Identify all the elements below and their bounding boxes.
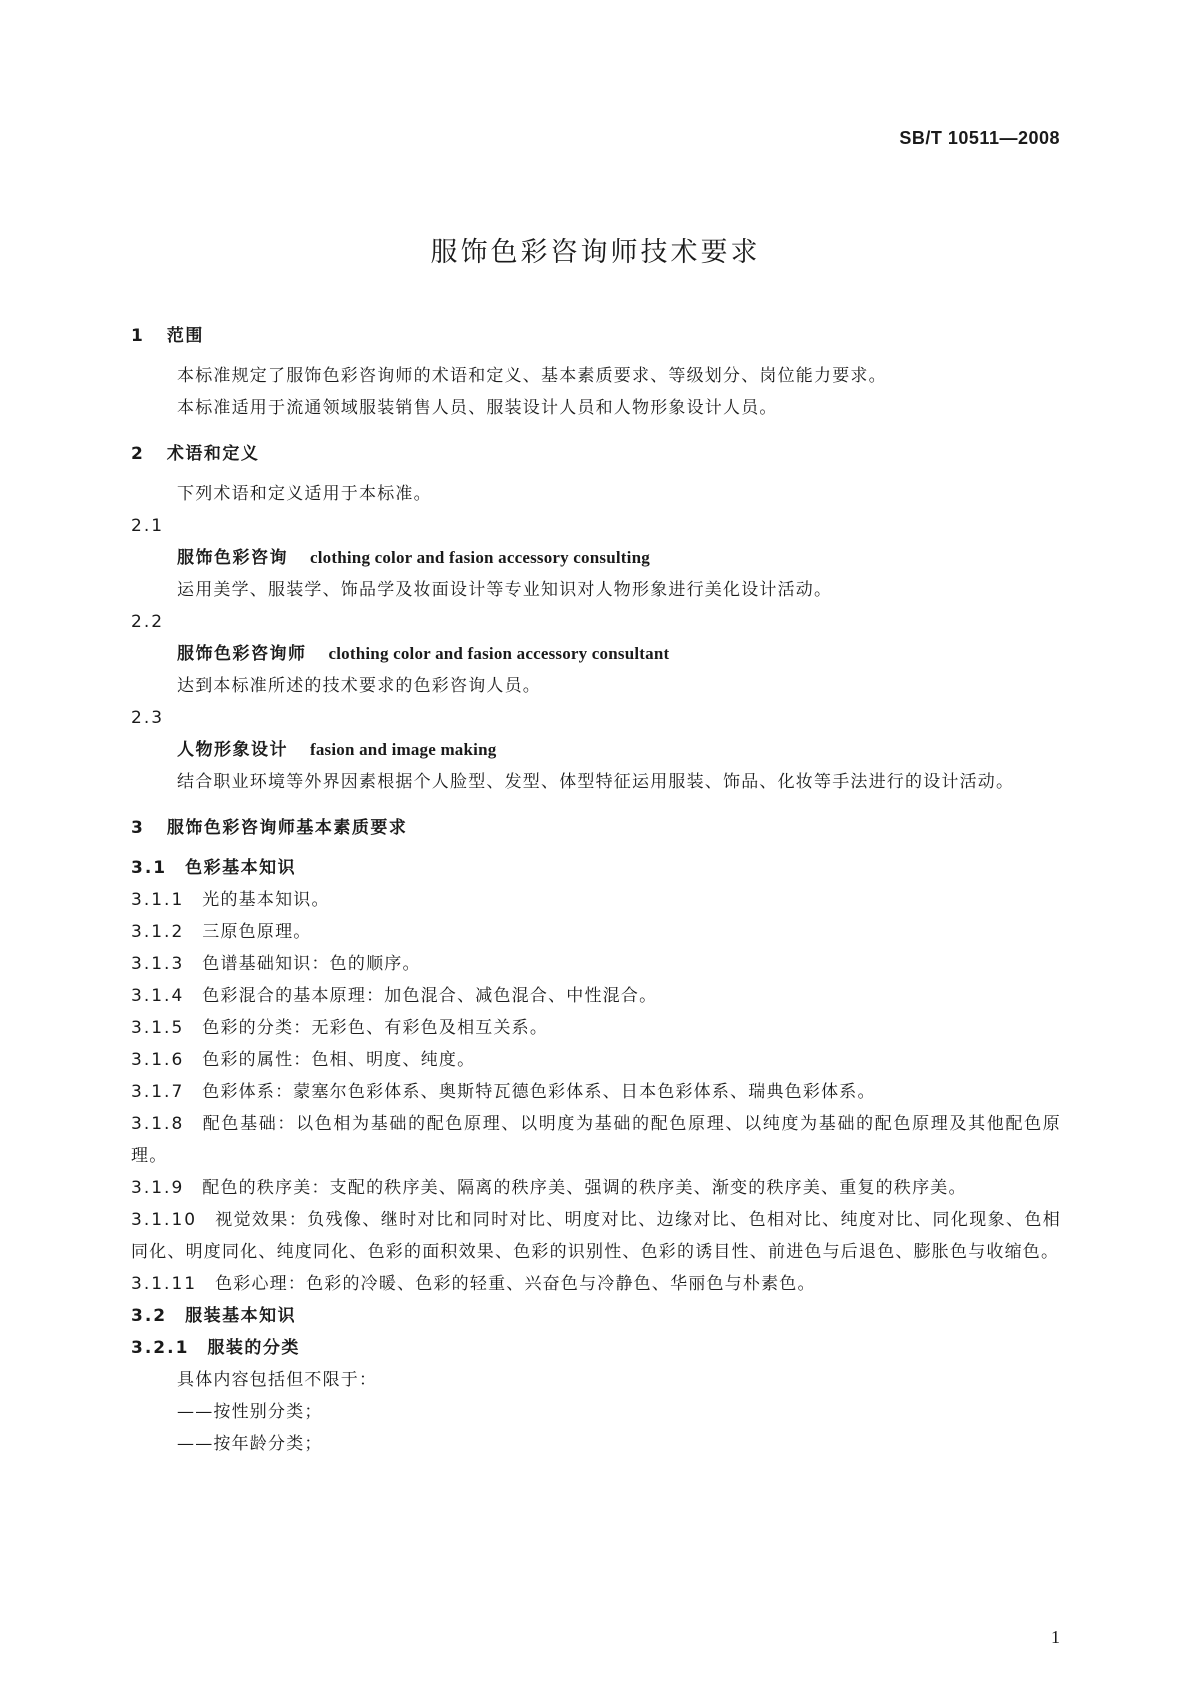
page-number: 1 xyxy=(1051,1627,1060,1647)
clause: 3.1.4 色彩混合的基本原理：加色混合、减色混合、中性混合。 xyxy=(131,986,658,1006)
paragraph: 下列术语和定义适用于本标准。 xyxy=(177,484,432,504)
list-item: ——按性别分类； xyxy=(177,1402,323,1422)
term-definition: 运用美学、服装学、饰品学及妆面设计等专业知识对人物形象进行美化设计活动。 xyxy=(177,580,833,600)
term-english: clothing color and fasion accessory consulting xyxy=(310,548,650,567)
section-heading-2 xyxy=(131,438,1061,470)
document-title: 服饰色彩咨询师技术要求 xyxy=(430,237,761,268)
term-number: 2.3 xyxy=(131,708,165,728)
section-number: 1 xyxy=(131,326,145,346)
term-entry xyxy=(131,638,1061,670)
term-chinese: 服饰色彩咨询师 xyxy=(177,644,307,664)
section-heading-3 xyxy=(131,812,1061,844)
term-number: 2.2 xyxy=(131,612,165,632)
paragraph: 具体内容包括但不限于： xyxy=(177,1370,378,1390)
section-title: 服饰色彩咨询师基本素质要求 xyxy=(166,818,408,838)
section-title: 术语和定义 xyxy=(166,444,260,464)
clause: 3.1.6 色彩的属性：色相、明度、纯度。 xyxy=(131,1050,476,1070)
clause: 3.1.10 视觉效果：负残像、继时对比和同时对比、明度对比、边缘对比、色相对比、纯度对比、同化现象、色相同化、明度同化、纯度同化、色彩的面积效果、色彩的识别性、色彩的诱目性、前进色与后退色、膨胀色与收缩色。 xyxy=(131,1210,1061,1262)
document-body xyxy=(131,320,1061,1460)
clause: 3.1.1 光的基本知识。 xyxy=(131,890,330,910)
clause-heading: 3.2 服装基本知识 xyxy=(131,1306,297,1326)
term-chinese: 人物形象设计 xyxy=(177,740,288,760)
term-entry xyxy=(131,542,1061,574)
term-english: fasion and image making xyxy=(310,740,497,759)
clause: 3.1.7 色彩体系：蒙塞尔色彩体系、奥斯特瓦德色彩体系、日本色彩体系、瑞典色彩体系。 xyxy=(131,1082,876,1102)
section-heading-1 xyxy=(131,320,1061,352)
term-definition: 达到本标准所述的技术要求的色彩咨询人员。 xyxy=(177,676,541,696)
clause-heading: 3.1 色彩基本知识 xyxy=(131,858,297,878)
list-item: ——按年龄分类； xyxy=(177,1434,323,1454)
clause: 3.1.11 色彩心理：色彩的冷暖、色彩的轻重、兴奋色与冷静色、华丽色与朴素色。 xyxy=(131,1274,816,1294)
term-number: 2.1 xyxy=(131,516,165,536)
paragraph: 本标准规定了服饰色彩咨询师的术语和定义、基本素质要求、等级划分、岗位能力要求。 xyxy=(177,366,887,386)
section-title: 范围 xyxy=(166,326,204,346)
clause: 3.1.3 色谱基础知识：色的顺序。 xyxy=(131,954,421,974)
term-english: clothing color and fasion accessory consultant xyxy=(328,644,670,663)
clause: 3.1.5 色彩的分类：无彩色、有彩色及相互关系。 xyxy=(131,1018,549,1038)
term-chinese: 服饰色彩咨询 xyxy=(177,548,288,568)
standard-code: SB/T 10511—2008 xyxy=(899,128,1060,148)
clause: 3.1.9 配色的秩序美：支配的秩序美、隔离的秩序美、强调的秩序美、渐变的秩序美、重复的秩序美。 xyxy=(131,1178,967,1198)
term-definition: 结合职业环境等外界因素根据个人脸型、发型、体型特征运用服装、饰品、化妆等手法进行的设计活动。 xyxy=(177,772,1015,792)
paragraph: 本标准适用于流通领域服装销售人员、服装设计人员和人物形象设计人员。 xyxy=(177,398,778,418)
section-number: 2 xyxy=(131,444,145,464)
clause: 3.1.8 配色基础：以色相为基础的配色原理、以明度为基础的配色原理、以纯度为基础的配色原理及其他配色原理。 xyxy=(131,1114,1061,1166)
section-number: 3 xyxy=(131,818,145,838)
clause: 3.1.2 三原色原理。 xyxy=(131,922,312,942)
clause-heading: 3.2.1 服装的分类 xyxy=(131,1338,300,1358)
term-entry xyxy=(131,734,1061,766)
